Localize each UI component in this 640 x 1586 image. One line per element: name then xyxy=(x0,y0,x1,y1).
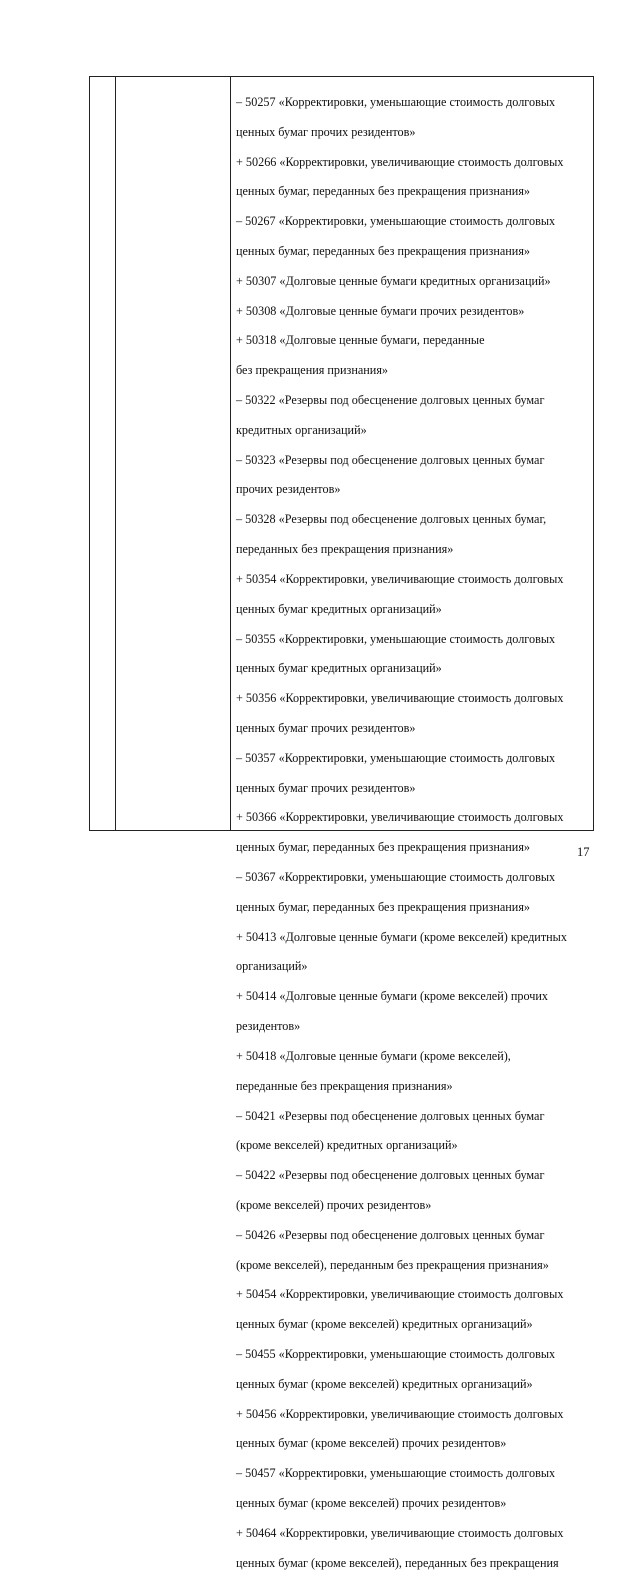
text-line: – 50455 «Корректировки, уменьшающие стоимость долговых xyxy=(236,1347,556,1362)
text-line: (кроме векселей) прочих резидентов» xyxy=(236,1197,432,1212)
text-line: ценных бумаг, переданных без прекращения признания» xyxy=(236,840,531,855)
text-line: – 50328 «Резервы под обесценение долговых ценных бумаг, xyxy=(236,512,547,527)
text-line: ценных бумаг кредитных организаций» xyxy=(236,661,442,676)
text-line: ценных бумаг, переданных без прекращения признания» xyxy=(236,184,531,199)
text-line: + 50454 «Корректировки, увеличивающие стоимость долговых xyxy=(236,1287,564,1302)
text-line: + 50418 «Долговые ценные бумаги (кроме векселей), xyxy=(236,1048,511,1063)
text-line: переданных без прекращения признания» xyxy=(236,542,454,557)
text-line: + 50456 «Корректировки, увеличивающие стоимость долговых xyxy=(236,1406,564,1421)
text-line: + 50464 «Корректировки, увеличивающие стоимость долговых xyxy=(236,1525,564,1540)
text-line: ценных бумаг, переданных без прекращения признания» xyxy=(236,899,531,914)
page-number: 17 xyxy=(577,845,590,859)
text-line: – 50267 «Корректировки, уменьшающие стоимость долговых xyxy=(236,214,556,229)
text-line: + 50266 «Корректировки, увеличивающие стоимость долговых xyxy=(236,154,564,169)
text-line: + 50413 «Долговые ценные бумаги (кроме векселей) кредитных xyxy=(236,929,567,944)
text-line: + 50414 «Долговые ценные бумаги (кроме векселей) прочих xyxy=(236,989,548,1004)
text-line: ценных бумаг (кроме векселей) прочих резидентов» xyxy=(236,1496,507,1511)
text-line: + 50308 «Долговые ценные бумаги прочих резидентов» xyxy=(236,303,525,318)
text-line: ценных бумаг прочих резидентов» xyxy=(236,780,416,795)
text-line: организаций» xyxy=(236,959,308,974)
account-list-cell xyxy=(236,80,592,1586)
text-line: – 50426 «Резервы под обесценение долговых ценных бумаг xyxy=(236,1227,545,1242)
text-line: (кроме векселей), переданным без прекращения признания» xyxy=(236,1257,549,1272)
text-line: – 50323 «Резервы под обесценение долговых ценных бумаг xyxy=(236,452,545,467)
text-line: – 50367 «Корректировки, уменьшающие стоимость долговых xyxy=(236,870,556,885)
text-line: + 50366 «Корректировки, увеличивающие стоимость долговых xyxy=(236,810,564,825)
text-line: ценных бумаг (кроме векселей) кредитных организаций» xyxy=(236,1376,533,1391)
text-line: ценных бумаг прочих резидентов» xyxy=(236,720,416,735)
text-line: без прекращения признания» xyxy=(236,363,389,378)
text-line: кредитных организаций» xyxy=(236,422,367,437)
text-line: ценных бумаг прочих резидентов» xyxy=(236,124,416,139)
text-line: – 50257 «Корректировки, уменьшающие стоимость долговых xyxy=(236,94,556,109)
text-line: ценных бумаг (кроме векселей), переданных без прекращения xyxy=(236,1555,559,1570)
text-line: ценных бумаг, переданных без прекращения признания» xyxy=(236,243,531,258)
text-line: – 50357 «Корректировки, уменьшающие стоимость долговых xyxy=(236,750,556,765)
column-divider xyxy=(115,77,116,830)
text-line: ценных бумаг (кроме векселей) прочих резидентов» xyxy=(236,1436,507,1451)
text-line: прочих резидентов» xyxy=(236,482,341,497)
text-line: переданные без прекращения признания» xyxy=(236,1078,453,1093)
text-line: – 50457 «Корректировки, уменьшающие стоимость долговых xyxy=(236,1466,556,1481)
text-line: (кроме векселей) кредитных организаций» xyxy=(236,1138,458,1153)
column-divider xyxy=(230,77,231,830)
text-line: ценных бумаг (кроме векселей) кредитных организаций» xyxy=(236,1317,533,1332)
text-line: + 50356 «Корректировки, увеличивающие стоимость долговых xyxy=(236,691,564,706)
text-line: + 50354 «Корректировки, увеличивающие стоимость долговых xyxy=(236,571,564,586)
text-line: резидентов» xyxy=(236,1019,301,1034)
text-line: + 50307 «Долговые ценные бумаги кредитных организаций» xyxy=(236,273,551,288)
text-line: – 50322 «Резервы под обесценение долговых ценных бумаг xyxy=(236,393,545,408)
text-line: – 50355 «Корректировки, уменьшающие стоимость долговых xyxy=(236,631,556,646)
text-line: – 50421 «Резервы под обесценение долговых ценных бумаг xyxy=(236,1108,545,1123)
text-line: + 50318 «Долговые ценные бумаги, переданные xyxy=(236,333,485,348)
text-line: ценных бумаг кредитных организаций» xyxy=(236,601,442,616)
text-line: – 50422 «Резервы под обесценение долговых ценных бумаг xyxy=(236,1168,545,1183)
